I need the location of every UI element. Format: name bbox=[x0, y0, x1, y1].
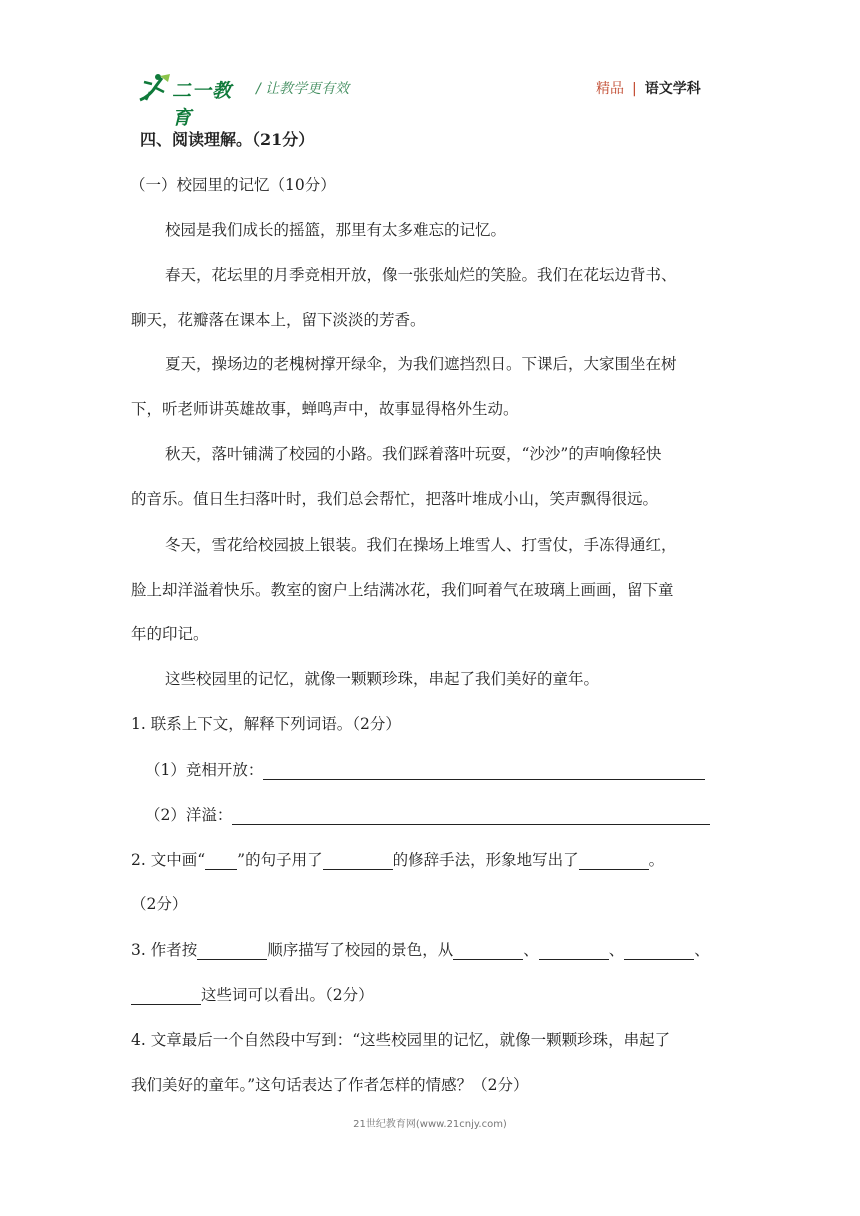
answer-blank[interactable] bbox=[131, 986, 201, 1005]
answer-blank[interactable] bbox=[579, 851, 649, 870]
passage-line: 冬天，雪花给校园披上银装。我们在操场上堆雪人、打雪仗，手冻得通红， bbox=[165, 536, 677, 554]
question-2-text: 2. 文中画“ bbox=[131, 851, 206, 869]
answer-blank[interactable] bbox=[232, 806, 710, 825]
question-3-text: 、 bbox=[694, 941, 710, 959]
answer-blank[interactable] bbox=[624, 941, 694, 960]
question-3-cont bbox=[131, 985, 374, 1005]
subject-label: 语文学科 bbox=[644, 81, 701, 97]
question-1a-label: （1）竞相开放： bbox=[145, 761, 264, 779]
passage-title: （一）校园里的记忆（10分） bbox=[130, 176, 336, 194]
passage-line: 这些校园里的记忆，就像一颗颗珍珠，串起了我们美好的童年。 bbox=[165, 670, 600, 688]
answer-blank[interactable] bbox=[263, 761, 705, 780]
page-header bbox=[0, 0, 860, 129]
logo-text: 二一教育 bbox=[172, 80, 233, 129]
passage-line: 校园是我们成长的摇篮，那里有太多难忘的记忆。 bbox=[165, 221, 507, 239]
passage-line: 下，听老师讲英雄故事，蝉鸣声中，故事显得格外生动。 bbox=[131, 400, 519, 418]
passage-line: 脸上却洋溢着快乐。教室的窗户上结满冰花，我们呵着气在玻璃上画画，留下童 bbox=[131, 581, 674, 599]
answer-blank[interactable] bbox=[197, 941, 267, 960]
answer-blank[interactable] bbox=[453, 941, 523, 960]
brand-logo bbox=[136, 72, 248, 129]
question-1b-label: （2）洋溢： bbox=[145, 806, 233, 824]
runner-icon bbox=[136, 72, 172, 104]
premium-label: 精品 bbox=[596, 81, 624, 97]
question-3-text: 、 bbox=[608, 941, 625, 959]
section-title: 四、阅读理解。（21分） bbox=[140, 130, 315, 149]
answer-blank[interactable] bbox=[539, 941, 609, 960]
question-3-text: 这些词可以看出。（2分） bbox=[201, 986, 374, 1004]
question-3-text: 3. 作者按 bbox=[131, 941, 198, 959]
question-1: 1. 联系上下文，解释下列词语。（2分） bbox=[131, 715, 401, 733]
question-3 bbox=[131, 940, 710, 960]
question-2-text: 。 bbox=[648, 851, 665, 869]
question-4: 4. 文章最后一个自然段中写到：“这些校园里的记忆，就像一颗颗珍珠，串起了 bbox=[131, 1031, 671, 1049]
passage-line: 聊天，花瓣落在课本上，留下淡淡的芳香。 bbox=[131, 311, 426, 329]
slogan: / 让教学更有效 bbox=[256, 81, 350, 97]
question-2-score: （2分） bbox=[131, 895, 188, 913]
subject-badge bbox=[596, 78, 701, 98]
answer-blank[interactable] bbox=[205, 851, 237, 870]
answer-blank[interactable] bbox=[323, 851, 393, 870]
passage-line: 年的印记。 bbox=[131, 625, 209, 643]
question-2 bbox=[131, 850, 664, 870]
question-3-text: 顺序描写了校园的景色，从 bbox=[267, 941, 454, 959]
page-footer: 21世纪教育网(www.21cnjy.com) bbox=[353, 1119, 507, 1130]
passage-line: 的音乐。值日生扫落叶时，我们总会帮忙，把落叶堆成小山，笑声飘得很远。 bbox=[131, 490, 659, 508]
question-3-text: 、 bbox=[523, 941, 539, 959]
question-1b bbox=[145, 805, 710, 825]
question-4-cont: 我们美好的童年。”这句话表达了作者怎样的情感？（2分） bbox=[131, 1076, 529, 1094]
passage-line: 春天，花坛里的月季竞相开放，像一张张灿烂的笑脸。我们在花坛边背书、 bbox=[165, 266, 677, 284]
badge-separator: | bbox=[632, 81, 637, 97]
question-1a bbox=[145, 760, 705, 780]
question-2-text: 的修辞手法，形象地写出了 bbox=[392, 851, 579, 869]
passage-line: 夏天，操场边的老槐树撑开绿伞，为我们遮挡烈日。下课后，大家围坐在树 bbox=[165, 355, 677, 373]
passage-line: 秋天，落叶铺满了校园的小路。我们踩着落叶玩耍，“沙沙”的声响像轻快 bbox=[165, 445, 662, 463]
question-2-text: ”的句子用了 bbox=[237, 851, 323, 869]
